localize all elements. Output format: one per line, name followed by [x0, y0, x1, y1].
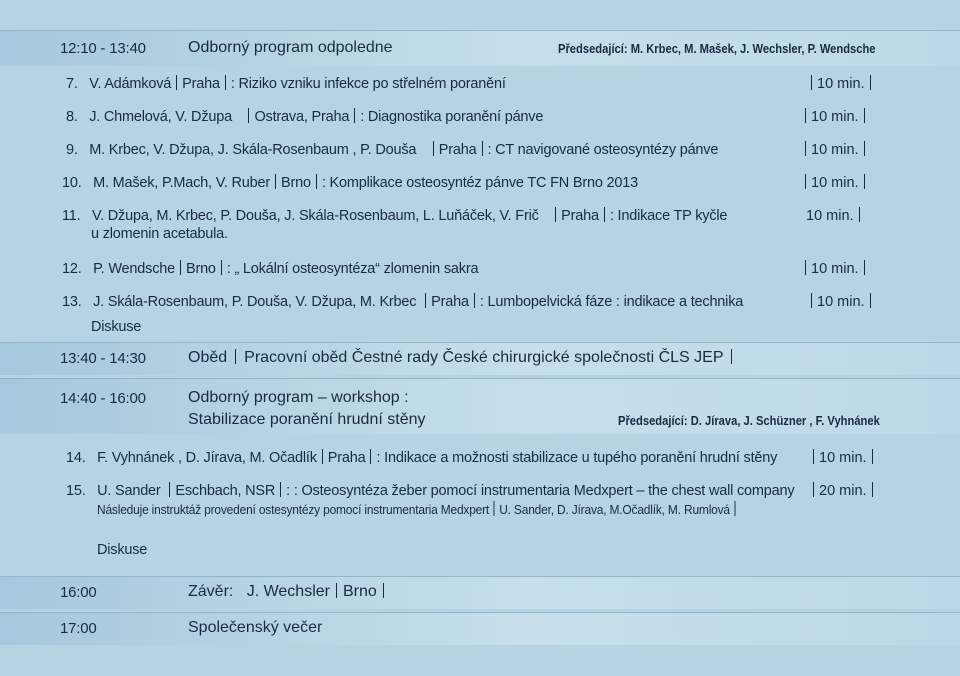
talk-city: Brno: [281, 175, 311, 191]
talk-15-note: Následuje instruktáž provedení ostesyntézy pomocí instrumentaria Medxpert U. Sander, D. Jírava, M.Očadlík, M. Rumlová: [97, 502, 730, 517]
lunch-info: [188, 349, 740, 367]
closing-band: [0, 576, 960, 609]
talk-city: Praha: [438, 142, 477, 158]
talk-15: [66, 482, 794, 499]
talk-number: 10.: [62, 175, 82, 191]
session1-time: 12:10 - 13:40: [60, 40, 146, 57]
talk-title: : „ Lokální osteosyntéza“ zlomenin sakra: [226, 261, 479, 277]
talk-title: : CT navigované osteosyntézy pánve: [487, 142, 719, 158]
social-time: 17:00: [60, 620, 97, 637]
talk-authors: J. Skála-Rosenbaum, P. Douša, V. Džupa, M. Krbec: [93, 294, 417, 310]
talk-city: Ostrava, Praha: [254, 109, 350, 125]
lunch-label: Oběd: [188, 349, 228, 366]
workshop-chairs: Předsedající: D. Jírava, J. Schüzner , F. Vyhnánek: [618, 413, 880, 428]
talk-14-duration: 10 min.: [808, 449, 878, 466]
talk-12-duration: 10 min.: [800, 260, 870, 277]
talk-number: 15.: [66, 483, 86, 499]
talk-7: [66, 75, 506, 92]
talk-city: Eschbach, NSR: [175, 483, 276, 499]
talk-city: Praha: [327, 450, 366, 466]
workshop-time: 14:40 - 16:00: [60, 390, 146, 407]
talk-10-duration: 10 min.: [800, 174, 870, 191]
talk-10: [62, 174, 638, 191]
discussion-1: Diskuse: [91, 319, 142, 335]
closing-time: 16:00: [60, 584, 97, 601]
talk-authors: M. Krbec, V. Džupa, J. Skála-Rosenbaum , P. Douša: [89, 142, 417, 158]
talk-number: 9.: [66, 142, 78, 158]
talk-8-duration: 10 min.: [800, 108, 870, 125]
talk-authors: V. Adámková: [89, 76, 172, 92]
social-label: Společenský večer: [188, 619, 323, 636]
talk-7-duration: 10 min.: [806, 75, 876, 92]
lunch-time: 13:40 - 14:30: [60, 350, 146, 367]
talk-14: [66, 449, 777, 466]
talk-11: [62, 207, 727, 224]
talk-city: Praha: [561, 208, 599, 224]
session1-chairs: Předsedající: M. Krbec, M. Mašek, J. Wechsler, P. Wendsche: [558, 41, 876, 56]
talk-city: Praha: [182, 76, 220, 92]
workshop-subtitle: Stabilizace poranění hrudní stěny: [188, 411, 426, 428]
talk-13-duration: 10 min.: [806, 293, 876, 310]
talk-number: 13.: [62, 294, 82, 310]
talk-title: : : Osteosyntéza žeber pomocí instrumentaria Medxpert – the chest wall company: [286, 483, 795, 499]
talk-city: Brno: [185, 261, 216, 277]
lunch-text: Pracovní oběd Čestné rady České chirurgické společnosti ČLS JEP: [244, 349, 724, 366]
talk-8: [66, 108, 543, 125]
closing-speaker: J. Wechsler: [246, 583, 330, 600]
talk-number: 8.: [66, 109, 78, 125]
talk-9: [66, 141, 718, 158]
talk-number: 14.: [66, 450, 86, 466]
talk-number: 7.: [66, 76, 78, 92]
talk-11-title-line2: u zlomenin acetabula.: [91, 226, 228, 242]
talk-number: 12.: [62, 261, 82, 277]
talk-authors: V. Džupa, M. Krbec, P. Douša, J. Skála-Rosenbaum, L. Luňáček, V. Frič: [91, 208, 539, 224]
discussion-2: Diskuse: [97, 542, 148, 558]
closing-label: Závěr:: [188, 583, 234, 600]
social-band: [0, 612, 960, 645]
talk-title: : Komplikace osteosyntéz pánve TC FN Brno 2013: [321, 175, 638, 191]
closing-info: [188, 583, 390, 601]
talk-title: : Riziko vzniku infekce po střelném poranění: [230, 76, 506, 92]
talk-title: : Diagnostika poranění pánve: [360, 109, 544, 125]
workshop-title: Odborný program – workshop :: [188, 389, 409, 406]
talk-12: [62, 260, 478, 277]
talk-11-duration: 10 min.: [806, 207, 865, 224]
talk-number: 11.: [62, 208, 81, 224]
talk-authors: F. Vyhnánek , D. Jírava, M. Očadlík: [97, 450, 317, 466]
talk-authors: P. Wendsche: [93, 261, 175, 277]
talk-authors: J. Chmelová, V. Džupa: [89, 109, 232, 125]
talk-13: [62, 293, 743, 310]
session1-title: Odborný program odpoledne: [188, 39, 393, 56]
closing-city: Brno: [342, 583, 377, 600]
talk-title: : Indikace TP kyčle: [609, 208, 728, 224]
talk-title: : Lumbopelvická fáze : indikace a technika: [479, 294, 744, 310]
talk-authors: U. Sander: [97, 483, 161, 499]
talk-title: : Indikace a možnosti stabilizace u tupého poranění hrudní stěny: [376, 450, 778, 466]
talk-9-duration: 10 min.: [800, 141, 870, 158]
talk-authors: M. Mašek, P.Mach, V. Ruber: [93, 175, 270, 191]
talk-15-duration: 20 min.: [808, 482, 878, 499]
talk-city: Praha: [431, 294, 469, 310]
